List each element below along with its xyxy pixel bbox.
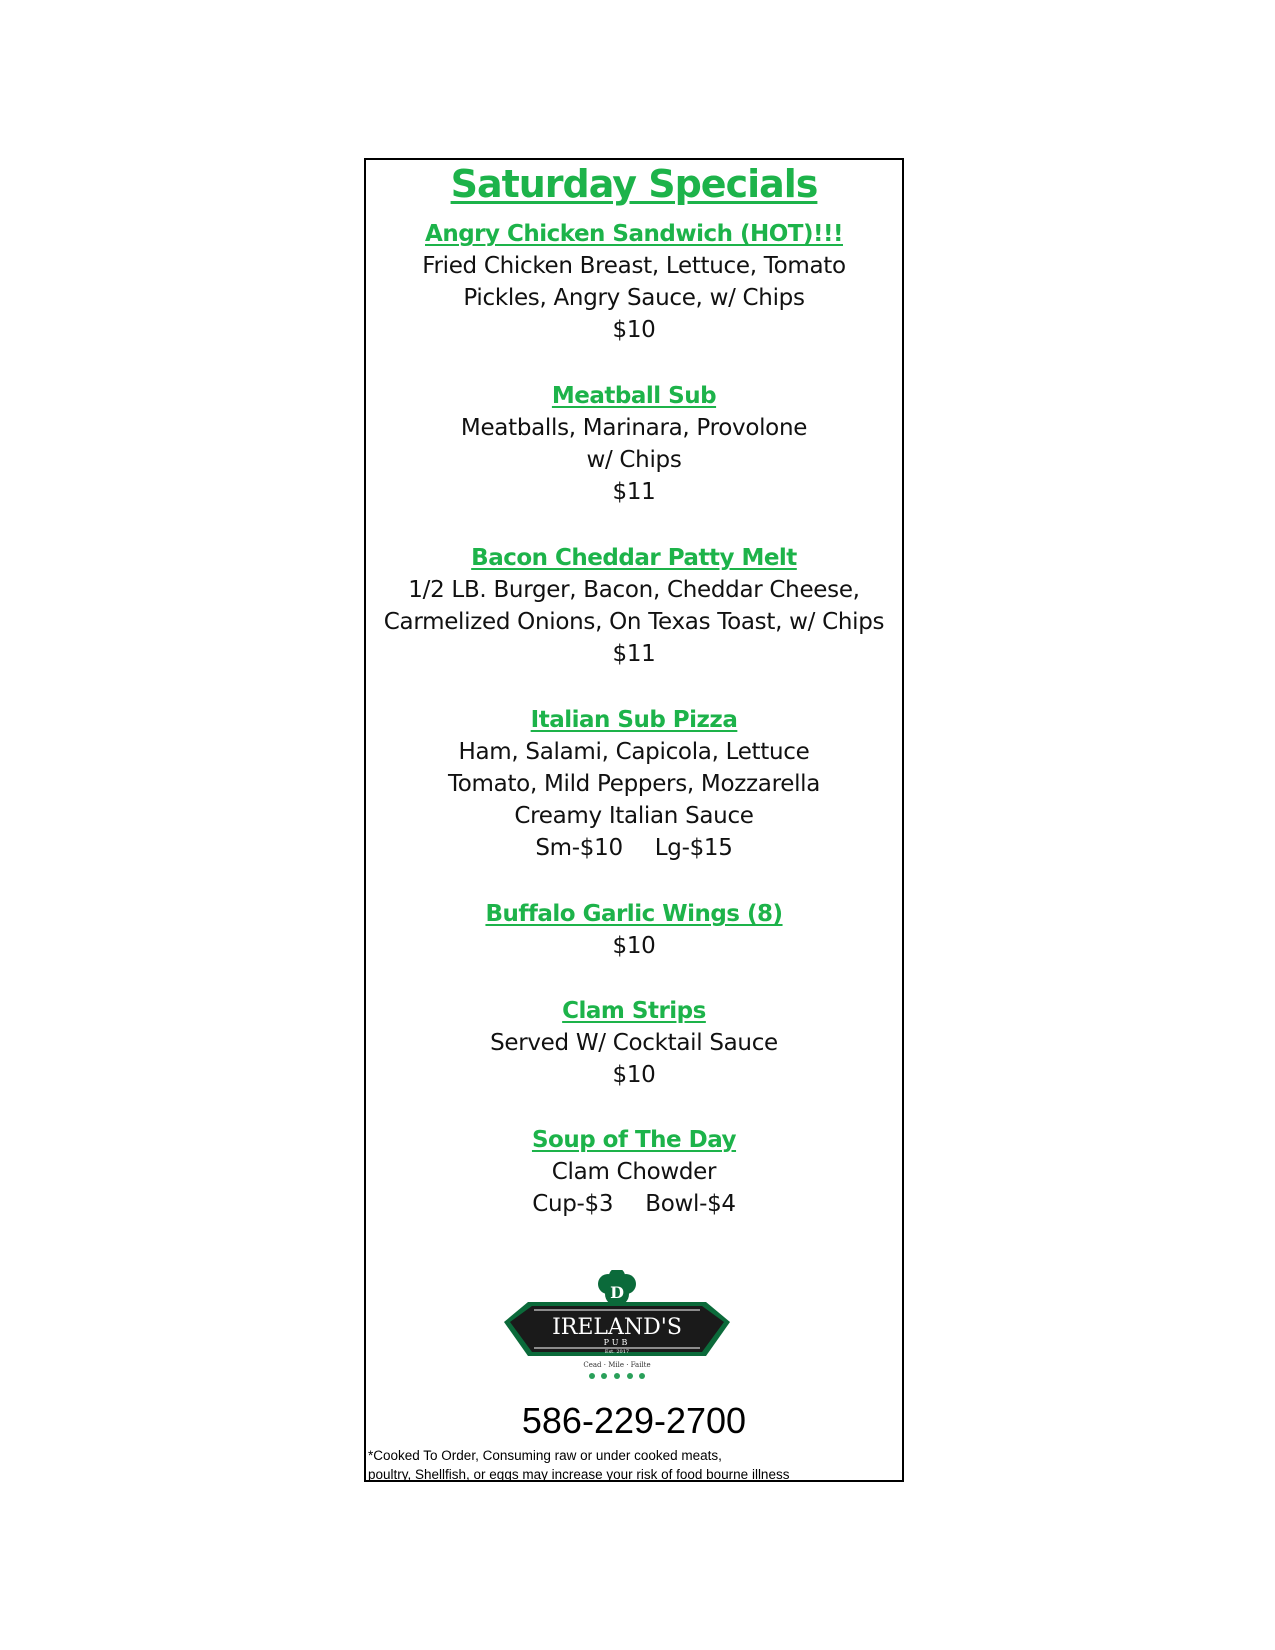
item-price-bowl: Bowl-$4	[645, 1191, 736, 1217]
item-description: 1/2 LB. Burger, Bacon, Cheddar Cheese,	[408, 577, 860, 603]
menu-item	[366, 380, 902, 508]
mini-shamrocks-icon	[589, 1373, 645, 1379]
item-price: $11	[612, 479, 656, 505]
menu-item	[366, 898, 902, 962]
logo-brand-text: IRELAND'S	[552, 1315, 682, 1340]
item-name: Bacon Cheddar Patty Melt	[471, 545, 797, 571]
item-description: Carmelized Onions, On Texas Toast, w/ Chips	[383, 609, 885, 635]
item-description: Served W/ Cocktail Sauce	[490, 1030, 778, 1056]
item-price-cup: Cup-$3	[532, 1191, 614, 1217]
item-price-large: Lg-$15	[654, 835, 733, 861]
item-name: Soup of The Day	[531, 1127, 737, 1153]
item-description: Meatballs, Marinara, Provolone	[460, 415, 808, 441]
item-description: Creamy Italian Sauce	[514, 803, 754, 829]
phone-number: 586-229-2700	[521, 1400, 747, 1441]
item-name: Clam Strips	[562, 998, 706, 1024]
item-description: Pickles, Angry Sauce, w/ Chips	[463, 285, 805, 311]
disclaimer-line: *Cooked To Order, Consuming raw or under cooked meats,	[368, 1448, 722, 1463]
item-price: $11	[612, 641, 656, 667]
menu-item	[366, 995, 902, 1091]
item-name: Meatball Sub	[551, 383, 717, 409]
item-price-row	[366, 1188, 902, 1220]
item-description: Fried Chicken Breast, Lettuce, Tomato	[422, 253, 846, 279]
menu-title: Saturday Specials	[450, 162, 818, 206]
svg-text:D: D	[610, 1283, 624, 1302]
item-description: Tomato, Mild Peppers, Mozzarella	[447, 771, 821, 797]
item-name: Angry Chicken Sandwich (HOT)!!!	[425, 221, 843, 247]
item-description: w/ Chips	[586, 447, 682, 473]
menu-item	[366, 542, 902, 670]
logo-sub-text: PUB	[603, 1338, 631, 1347]
logo-motto-text: Cead · Mile · Failte	[583, 1361, 651, 1369]
item-name: Italian Sub Pizza	[530, 707, 738, 733]
item-price: $10	[612, 1062, 656, 1088]
specials-menu-card	[364, 158, 904, 1482]
item-price-row	[366, 832, 902, 864]
item-description: Ham, Salami, Capicola, Lettuce	[458, 739, 810, 765]
food-safety-disclaimer	[368, 1446, 789, 1484]
menu-item	[366, 1124, 902, 1220]
item-name: Buffalo Garlic Wings (8)	[485, 901, 783, 927]
irelands-pub-logo	[504, 1270, 730, 1386]
item-price: $10	[612, 933, 656, 959]
item-description: Clam Chowder	[551, 1159, 717, 1185]
menu-item	[366, 704, 902, 864]
item-price-small: Sm-$10	[535, 835, 623, 861]
disclaimer-line: poultry, Shellfish, or eggs may increase your risk of food bourne illness	[368, 1467, 790, 1482]
item-price: $10	[612, 317, 656, 343]
logo-est-text: Est. 2017	[604, 1349, 630, 1355]
menu-item	[366, 218, 902, 346]
